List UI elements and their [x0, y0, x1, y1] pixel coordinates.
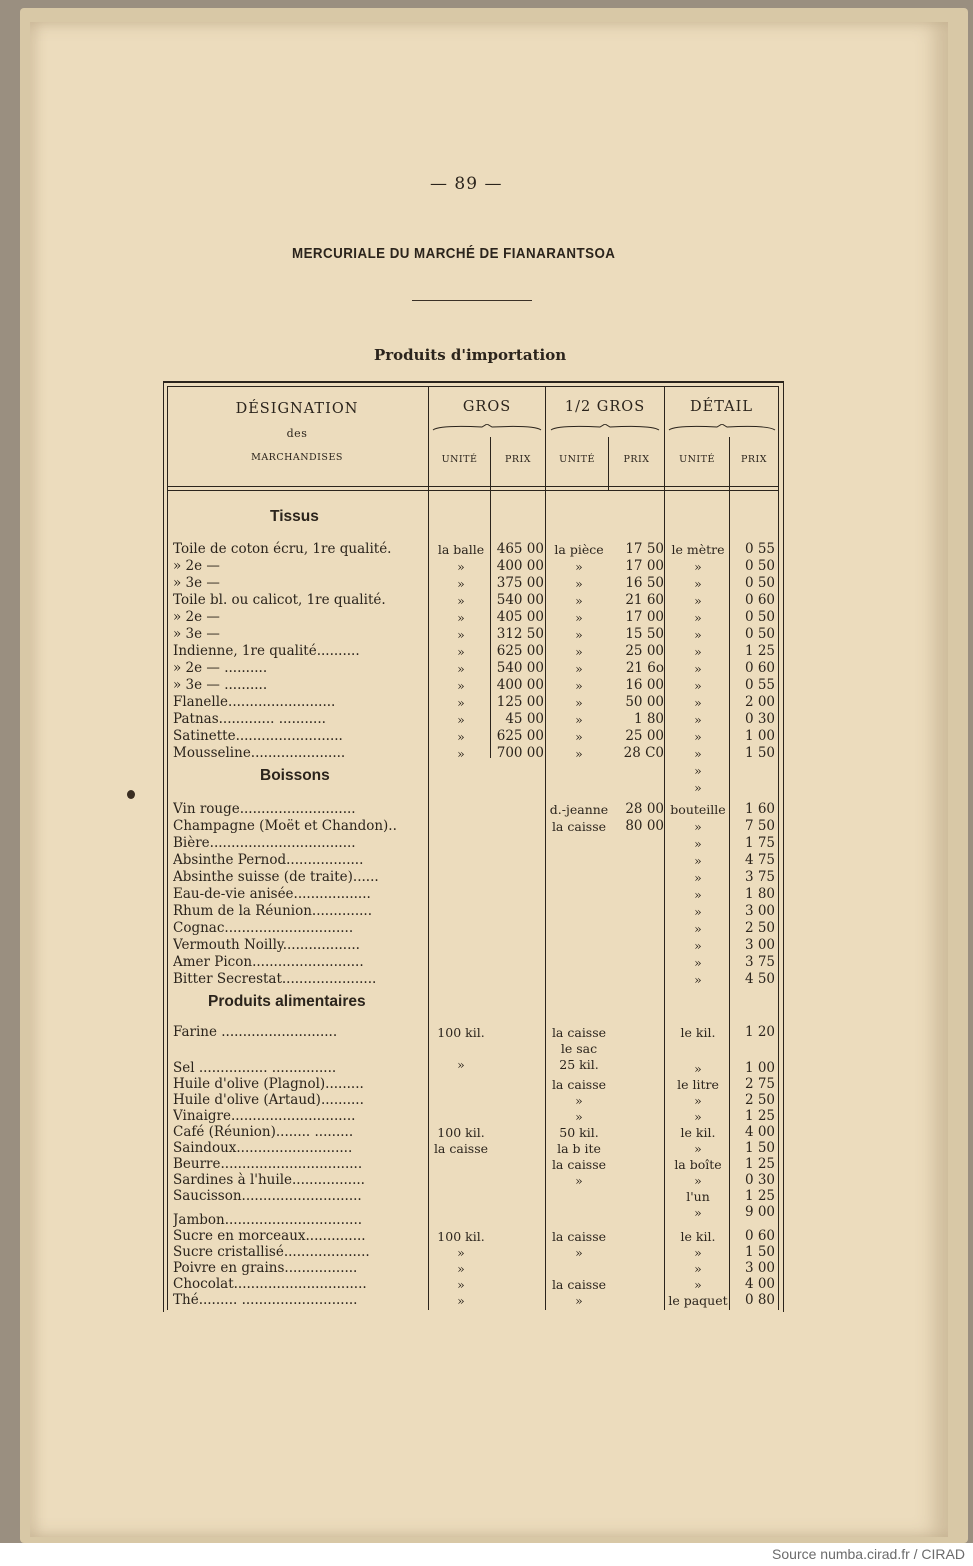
- row-name: Vin rouge...........................: [173, 801, 356, 817]
- gros-unite: »: [457, 678, 465, 693]
- gros-prix: 625 00: [496, 643, 544, 659]
- table-row: [0, 886, 973, 903]
- demi-gros-prix: 17 00: [625, 558, 664, 574]
- gros-prix: 400 00: [496, 677, 544, 693]
- row-name: Sardines à l'huile.................: [173, 1172, 365, 1188]
- row-name: Amer Picon..........................: [173, 954, 364, 970]
- table-row: [0, 1260, 973, 1277]
- table-row: [0, 575, 973, 592]
- detail-prix: 1 60: [744, 801, 775, 817]
- demi-gros-prix: 28 C0: [623, 745, 664, 761]
- header-detail-unite: UNITÉ: [679, 454, 715, 465]
- demi-gros-unite: »: [575, 610, 583, 625]
- detail-unite: »: [694, 1205, 702, 1220]
- detail-prix: 1 75: [744, 835, 775, 851]
- detail-prix: 3 00: [744, 1260, 775, 1276]
- demi-gros-unite: »: [575, 1245, 583, 1260]
- demi-gros-unite: la caisse: [551, 1277, 607, 1292]
- header-demi-unite: UNITÉ: [559, 454, 595, 465]
- detail-unite: l'un: [686, 1189, 710, 1204]
- header-rule: [167, 490, 778, 491]
- demi-gros-unite: »: [575, 661, 583, 676]
- table-row: [0, 711, 973, 728]
- gros-unite: 100 kil.: [437, 1229, 485, 1244]
- detail-unite: »: [694, 887, 702, 902]
- detail-unite: »: [694, 593, 702, 608]
- table-row: [0, 1140, 973, 1157]
- table-row: [0, 1188, 973, 1205]
- demi-gros-unite: la pièce: [554, 542, 604, 557]
- detail-unite: »: [694, 836, 702, 851]
- table-row: [0, 660, 973, 677]
- table-row: [0, 801, 973, 818]
- demi-gros-prix: 17 00: [625, 609, 664, 625]
- detail-unite: le kil.: [680, 1229, 716, 1244]
- table-row: [0, 937, 973, 954]
- table-row: [0, 762, 973, 779]
- detail-prix: 1 25: [744, 1188, 775, 1204]
- demi-gros-prix: 15 50: [625, 626, 664, 642]
- demi-gros-unite: »: [575, 746, 583, 761]
- detail-unite: »: [694, 763, 702, 778]
- header-detail: DÉTAIL: [690, 399, 753, 415]
- gros-prix: 312 50: [496, 626, 544, 642]
- demi-gros-unite: le sac: [560, 1041, 598, 1056]
- demi-gros-prix: 28 00: [625, 801, 664, 817]
- demi-gros-prix: 25 00: [625, 643, 664, 659]
- demi-gros-prix: 80 00: [625, 818, 664, 834]
- gros-unite: »: [457, 1057, 465, 1072]
- header-gros-unite: UNITÉ: [441, 454, 478, 465]
- detail-prix: 1 25: [744, 1108, 775, 1124]
- row-name: Rhum de la Réunion..............: [173, 903, 372, 919]
- detail-unite: »: [694, 955, 702, 970]
- header-des: des: [286, 427, 308, 440]
- demi-gros-unite: d.-jeanne: [549, 802, 609, 817]
- gros-unite: »: [457, 1293, 465, 1308]
- detail-prix: 2 75: [744, 1076, 775, 1092]
- row-name: Toile bl. ou calicot, 1re qualité.: [173, 592, 386, 608]
- table-row: [0, 592, 973, 609]
- detail-prix: 1 50: [744, 1244, 775, 1260]
- detail-unite: »: [694, 780, 702, 795]
- detail-unite: »: [694, 729, 702, 744]
- row-name: Saindoux...........................: [173, 1140, 353, 1156]
- table-row: [0, 1244, 973, 1261]
- row-name: Flanelle.........................: [173, 694, 336, 710]
- gros-prix: 400 00: [496, 558, 544, 574]
- demi-gros-prix: 50 00: [625, 694, 664, 710]
- table-row: [0, 818, 973, 835]
- demi-gros-prix: 21 60: [625, 592, 664, 608]
- table-row: [0, 971, 973, 988]
- row-name: Mousseline......................: [173, 745, 346, 761]
- detail-unite: »: [694, 678, 702, 693]
- detail-prix: 2 50: [744, 1092, 775, 1108]
- section-produits-alimentaires: Produits alimentaires: [208, 993, 366, 1010]
- detail-unite: »: [694, 712, 702, 727]
- demi-gros-unite: »: [575, 593, 583, 608]
- row-name: Eau-de-vie anisée..................: [173, 886, 371, 902]
- header-designation: DÉSIGNATION: [235, 401, 359, 417]
- detail-unite: le kil.: [680, 1025, 716, 1040]
- row-name: Huile d'olive (Artaud)..........: [173, 1092, 364, 1108]
- row-name: » 3e —: [173, 626, 220, 642]
- detail-prix: 3 00: [744, 937, 775, 953]
- gros-prix: 540 00: [496, 592, 544, 608]
- demi-gros-unite: »: [575, 1109, 583, 1124]
- gros-unite: »: [457, 661, 465, 676]
- detail-unite: »: [694, 1261, 702, 1276]
- detail-unite: »: [694, 1277, 702, 1292]
- row-name: Farine ...........................: [173, 1024, 338, 1040]
- demi-gros-unite: »: [575, 1173, 583, 1188]
- row-name: Satinette.........................: [173, 728, 343, 744]
- detail-unite: »: [694, 644, 702, 659]
- detail-prix: 1 25: [744, 643, 775, 659]
- table-row: [0, 745, 973, 762]
- gros-prix: 625 00: [496, 728, 544, 744]
- row-name: » 2e — ..........: [173, 660, 268, 676]
- detail-unite: »: [694, 627, 702, 642]
- row-name: Café (Réunion)........ .........: [173, 1124, 354, 1140]
- header-marchandises: MARCHANDISES: [251, 452, 343, 463]
- row-name: Vinaigre.............................: [173, 1108, 356, 1124]
- detail-prix: 2 50: [744, 920, 775, 936]
- detail-prix: 0 60: [744, 1228, 775, 1244]
- detail-unite: le kil.: [680, 1125, 716, 1140]
- row-name: Bitter Secrestat......................: [173, 971, 377, 987]
- detail-unite: bouteille: [670, 802, 726, 817]
- detail-unite: la boîte: [674, 1157, 722, 1172]
- gros-unite: »: [457, 576, 465, 591]
- detail-unite: »: [694, 972, 702, 987]
- table-row: [0, 541, 973, 558]
- table-row: [0, 835, 973, 852]
- title-rule: [412, 300, 532, 301]
- brace-detail: [668, 424, 776, 432]
- section-tissus: Tissus: [270, 508, 319, 525]
- table-row: [0, 779, 973, 796]
- table-row: [0, 609, 973, 626]
- gros-unite: »: [457, 644, 465, 659]
- header-detail-prix: PRIX: [740, 454, 768, 465]
- table-row: [0, 1156, 973, 1173]
- table-row: [0, 869, 973, 886]
- detail-unite: »: [694, 1109, 702, 1124]
- gros-prix: 465 00: [496, 541, 544, 557]
- detail-prix: 3 00: [744, 903, 775, 919]
- table-row: [0, 903, 973, 920]
- table-row: [0, 1212, 973, 1229]
- detail-unite: »: [694, 1061, 702, 1076]
- demi-gros-prix: 16 50: [625, 575, 664, 591]
- detail-prix: 0 30: [744, 711, 775, 727]
- table-row: [0, 643, 973, 660]
- demi-gros-unite: »: [575, 695, 583, 710]
- gros-prix: 45 00: [505, 711, 544, 727]
- detail-unite: »: [694, 921, 702, 936]
- gros-prix: 125 00: [496, 694, 544, 710]
- table-row: [0, 1024, 973, 1041]
- table-row: [0, 728, 973, 745]
- gros-prix: 540 00: [496, 660, 544, 676]
- table-row: [0, 954, 973, 971]
- detail-unite: »: [694, 576, 702, 591]
- row-name: Sel ................ ...............: [173, 1060, 337, 1076]
- row-name: Saucisson............................: [173, 1188, 362, 1204]
- row-name: Toile de coton écru, 1re qualité.: [173, 541, 392, 557]
- table-row: [0, 852, 973, 869]
- row-name: Sucre cristallisé....................: [173, 1244, 370, 1260]
- detail-unite: »: [694, 695, 702, 710]
- demi-gros-unite: »: [575, 559, 583, 574]
- table-row: [0, 677, 973, 694]
- detail-prix: 1 50: [744, 1140, 775, 1156]
- detail-unite: »: [694, 559, 702, 574]
- detail-unite: »: [694, 938, 702, 953]
- detail-unite: »: [694, 870, 702, 885]
- source-credit: Source numba.cirad.fr / CIRAD: [772, 1546, 965, 1562]
- table-row: [0, 1276, 973, 1293]
- detail-unite: le paquet: [668, 1293, 728, 1308]
- header-demi-prix: PRIX: [623, 454, 650, 465]
- row-name: Champagne (Moët et Chandon)..: [173, 818, 397, 834]
- gros-unite: »: [457, 695, 465, 710]
- row-name: » 2e —: [173, 558, 220, 574]
- detail-prix: 4 75: [744, 852, 775, 868]
- detail-prix: 1 00: [744, 1060, 775, 1076]
- table-subtitle: Produits d'importation: [374, 346, 567, 364]
- detail-prix: 0 30: [744, 1172, 775, 1188]
- table-row: [0, 694, 973, 711]
- detail-unite: »: [694, 1141, 702, 1156]
- gros-unite: »: [457, 627, 465, 642]
- gros-unite: »: [457, 746, 465, 761]
- demi-gros-prix: 16 00: [625, 677, 664, 693]
- demi-gros-unite: 25 kil.: [559, 1057, 599, 1072]
- demi-gros-unite: »: [575, 627, 583, 642]
- gros-prix: 700 00: [496, 745, 544, 761]
- detail-unite: le litre: [677, 1077, 719, 1092]
- table-row: [0, 626, 973, 643]
- detail-prix: 0 55: [744, 677, 775, 693]
- detail-prix: 1 00: [744, 728, 775, 744]
- detail-prix: 0 60: [744, 660, 775, 676]
- table-row: [0, 1228, 973, 1245]
- page-number: — 89 —: [430, 174, 503, 194]
- table-row: [0, 1108, 973, 1125]
- header-gros: GROS: [462, 399, 512, 415]
- table-border: [167, 386, 778, 387]
- table-row: [0, 558, 973, 575]
- demi-gros-unite: la caisse: [551, 1077, 607, 1092]
- gros-unite: »: [457, 1261, 465, 1276]
- detail-unite: »: [694, 610, 702, 625]
- detail-prix: 0 50: [744, 558, 775, 574]
- gros-unite: »: [457, 610, 465, 625]
- detail-prix: 3 75: [744, 954, 775, 970]
- brace-demi-gros: [550, 424, 660, 432]
- demi-gros-unite: la caisse: [551, 1229, 607, 1244]
- table-row: [0, 1292, 973, 1309]
- gros-unite: 100 kil.: [437, 1025, 485, 1040]
- detail-prix: 1 20: [744, 1024, 775, 1040]
- detail-prix: 1 25: [744, 1156, 775, 1172]
- demi-gros-prix: 17 50: [625, 541, 664, 557]
- demi-gros-unite: la caisse: [551, 1157, 607, 1172]
- row-name: Indienne, 1re qualité..........: [173, 643, 360, 659]
- row-name: Bière..................................: [173, 835, 356, 851]
- row-name: Poivre en grains.................: [173, 1260, 358, 1276]
- row-name: Vermouth Noilly..................: [173, 937, 360, 953]
- gros-unite: »: [457, 712, 465, 727]
- gros-unite: la balle: [437, 542, 485, 557]
- detail-prix: 7 50: [744, 818, 775, 834]
- demi-gros-unite: 50 kil.: [559, 1125, 599, 1140]
- detail-prix: 4 50: [744, 971, 775, 987]
- detail-prix: 0 55: [744, 541, 775, 557]
- demi-gros-unite: »: [575, 576, 583, 591]
- demi-gros-prix: 21 6o: [625, 660, 664, 676]
- row-name: » 3e — ..........: [173, 677, 268, 693]
- table-row: [0, 1124, 973, 1141]
- row-name: Jambon................................: [173, 1212, 363, 1228]
- header-gros-prix: PRIX: [504, 454, 532, 465]
- row-name: Thé......... ...........................: [173, 1292, 358, 1308]
- detail-unite: »: [694, 1245, 702, 1260]
- row-name: » 2e —: [173, 609, 220, 625]
- detail-unite: »: [694, 746, 702, 761]
- gros-prix: 375 00: [496, 575, 544, 591]
- detail-unite: »: [694, 819, 702, 834]
- brace-gros: [432, 424, 542, 432]
- header-demi-gros: 1/2 GROS: [564, 399, 646, 415]
- gros-unite: »: [457, 1277, 465, 1292]
- gros-unite: »: [457, 593, 465, 608]
- page-title: MERCURIALE DU MARCHÉ DE FIANARANTSOA: [292, 246, 616, 262]
- detail-prix: 4 00: [744, 1276, 775, 1292]
- gros-unite: »: [457, 559, 465, 574]
- demi-gros-unite: »: [575, 644, 583, 659]
- row-name: Huile d'olive (Plagnol).........: [173, 1076, 364, 1092]
- row-name: » 3e —: [173, 575, 220, 591]
- gros-unite: »: [457, 1245, 465, 1260]
- detail-unite: »: [694, 1173, 702, 1188]
- detail-prix: 9 00: [744, 1204, 775, 1220]
- row-name: Patnas............. ...........: [173, 711, 326, 727]
- demi-gros-unite: »: [575, 1093, 583, 1108]
- header-rule: [167, 486, 778, 487]
- demi-gros-unite: la caisse: [551, 819, 607, 834]
- detail-unite: »: [694, 1093, 702, 1108]
- demi-gros-unite: la caisse: [551, 1025, 607, 1040]
- row-name: Absinthe suisse (de traite)......: [173, 869, 379, 885]
- demi-gros-unite: »: [575, 678, 583, 693]
- demi-gros-unite: la b ite: [557, 1141, 601, 1156]
- demi-gros-unite: »: [575, 729, 583, 744]
- detail-unite: »: [694, 853, 702, 868]
- detail-prix: 0 60: [744, 592, 775, 608]
- row-name: Chocolat...............................: [173, 1276, 367, 1292]
- section-boissons: Boissons: [260, 767, 330, 784]
- table-row: [0, 1092, 973, 1109]
- table-row: [0, 1172, 973, 1189]
- detail-prix: 1 80: [744, 886, 775, 902]
- detail-unite: »: [694, 904, 702, 919]
- demi-gros-unite: »: [575, 1293, 583, 1308]
- detail-prix: 4 00: [744, 1124, 775, 1140]
- table-row: [0, 1076, 973, 1093]
- detail-unite: »: [694, 661, 702, 676]
- row-name: Absinthe Pernod..................: [173, 852, 364, 868]
- gros-unite: »: [457, 729, 465, 744]
- row-name: Sucre en morceaux..............: [173, 1228, 366, 1244]
- gros-unite: 100 kil.: [437, 1125, 485, 1140]
- demi-gros-unite: »: [575, 712, 583, 727]
- row-name: Beurre.................................: [173, 1156, 363, 1172]
- detail-prix: 3 75: [744, 869, 775, 885]
- demi-gros-prix: 1 80: [633, 711, 664, 727]
- detail-prix: 1 50: [744, 745, 775, 761]
- gros-prix: 405 00: [496, 609, 544, 625]
- demi-gros-prix: 25 00: [625, 728, 664, 744]
- gros-unite: la caisse: [433, 1141, 489, 1156]
- detail-prix: 0 50: [744, 609, 775, 625]
- detail-prix: 0 50: [744, 575, 775, 591]
- table-row: [0, 920, 973, 937]
- detail-prix: 2 00: [744, 694, 775, 710]
- detail-prix: 0 80: [744, 1292, 775, 1308]
- row-name: Cognac..............................: [173, 920, 354, 936]
- detail-unite: le mètre: [671, 542, 725, 557]
- table-row: [0, 1040, 973, 1057]
- table-row: [0, 1060, 973, 1077]
- detail-prix: 0 50: [744, 626, 775, 642]
